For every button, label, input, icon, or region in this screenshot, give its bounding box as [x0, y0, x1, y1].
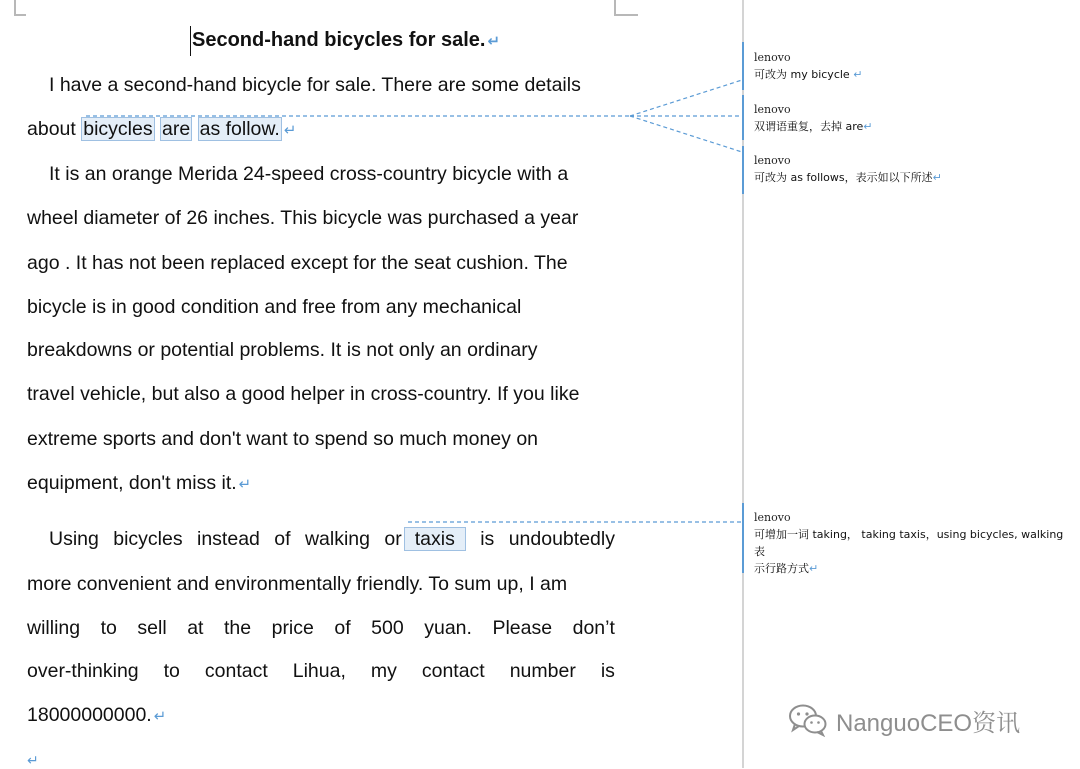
paragraph-mark-icon: ↵ [283, 122, 297, 139]
page-corner-mark-left [14, 0, 26, 16]
commented-text-are[interactable]: are [162, 118, 191, 140]
text-line[interactable]: I have a second-hand bicycle for sale. There are some details [49, 74, 581, 96]
text-line[interactable]: extreme sports and don't want to spend so much money on [27, 428, 539, 450]
paragraph-mark-icon: ↵ [153, 708, 167, 725]
text-line[interactable]: wheel diameter of 26 inches. This bicycle was purchased a year [27, 207, 579, 229]
comment-text: 可增加一词 taking， taking taxis，using bicycles, walking 表 [754, 528, 1064, 558]
word: or [384, 528, 402, 550]
comment-bar [742, 503, 744, 573]
comment-text: 可改为 as follows，表示如以下所述↵ [754, 171, 942, 184]
text-line[interactable]: bicycle is in good condition and free from any mechanical [27, 296, 522, 318]
paragraph-mark-icon: ↵ [809, 562, 819, 575]
word: my [370, 660, 397, 682]
commented-text-taxis[interactable]: taxis [404, 527, 466, 551]
word: contact [204, 660, 268, 682]
comment-2[interactable] [754, 101, 1074, 135]
comment-bar [742, 95, 744, 140]
text-line[interactable]: It is an orange Merida 24-speed cross-country bicycle with a [49, 163, 569, 185]
paragraph-mark-icon: ↵ [238, 476, 252, 493]
document-title[interactable]: Second-hand bicycles for sale. ↵ [190, 26, 500, 56]
word: the [223, 617, 252, 639]
comment-author: lenovo [754, 103, 791, 116]
comment-text: 示行路方式↵ [754, 562, 819, 575]
word: bicycles [113, 528, 183, 550]
word: of [334, 617, 351, 639]
text-line[interactable]: ago . It has not been replaced except for the seat cushion. The [27, 252, 568, 274]
comment-text: 可改为 my bicycle ↵ [754, 68, 863, 81]
comment-4[interactable] [754, 509, 1074, 577]
word: is [600, 660, 615, 682]
comment-author: lenovo [754, 51, 791, 64]
text-line[interactable] [49, 525, 615, 553]
word: price [271, 617, 314, 639]
word: undoubtedly [508, 528, 615, 550]
word: to [100, 617, 117, 639]
text-line[interactable]: travel vehicle, but also a good helper in cross-country. If you like [27, 383, 580, 405]
word: Using [49, 528, 99, 550]
word: contact [421, 660, 485, 682]
word: to [163, 660, 180, 682]
watermark [788, 702, 1020, 738]
word: don’t [572, 617, 615, 639]
paragraph-mark-icon: ↵ [853, 68, 863, 81]
text-line[interactable]: about bicycles are as follow. ↵ [27, 118, 297, 140]
word: willing [27, 617, 81, 639]
word: instead [197, 528, 260, 550]
comment-bar [742, 146, 744, 194]
comment-1[interactable] [754, 49, 1074, 83]
text-line[interactable]: breakdowns or potential problems. It is not only an ordinary [27, 339, 538, 361]
comment-author: lenovo [754, 511, 791, 524]
word: 500 [371, 617, 404, 639]
word: walking [304, 528, 370, 550]
text-line[interactable] [27, 657, 615, 685]
word: at [187, 617, 204, 639]
text-line[interactable]: more convenient and environmentally friendly. To sum up, I am [27, 573, 568, 595]
word: Lihua, [292, 660, 346, 682]
text-line[interactable]: 18000000000. ↵ [27, 704, 167, 726]
paragraph-mark-icon: ↵ [863, 120, 873, 133]
paragraph-mark-icon: ↵ [932, 171, 942, 184]
word: number [509, 660, 576, 682]
commented-text-bicycles[interactable]: bicycles [83, 118, 153, 140]
paragraph-mark-icon: ↵ [27, 752, 39, 768]
page-corner-mark-right [614, 0, 638, 16]
word: over-thinking [27, 660, 139, 682]
commented-text-as-follow[interactable]: as follow. [199, 118, 280, 140]
word: Please [492, 617, 553, 639]
word: yuan. [424, 617, 472, 639]
word: of [274, 528, 291, 550]
comment-author: lenovo [754, 154, 791, 167]
comment-3[interactable] [754, 152, 1074, 186]
comment-text: 双谓语重复，去掉 are↵ [754, 120, 873, 133]
wechat-icon [788, 703, 828, 737]
word: is [480, 528, 495, 550]
watermark-text: NanguoCEO资讯 [836, 709, 1021, 737]
text-line[interactable]: equipment, don't miss it. ↵ [27, 472, 252, 494]
paragraph-mark-icon: ↵ [487, 33, 501, 50]
comment-bar [742, 42, 744, 90]
word: sell [137, 617, 167, 639]
text-line[interactable] [27, 614, 615, 642]
